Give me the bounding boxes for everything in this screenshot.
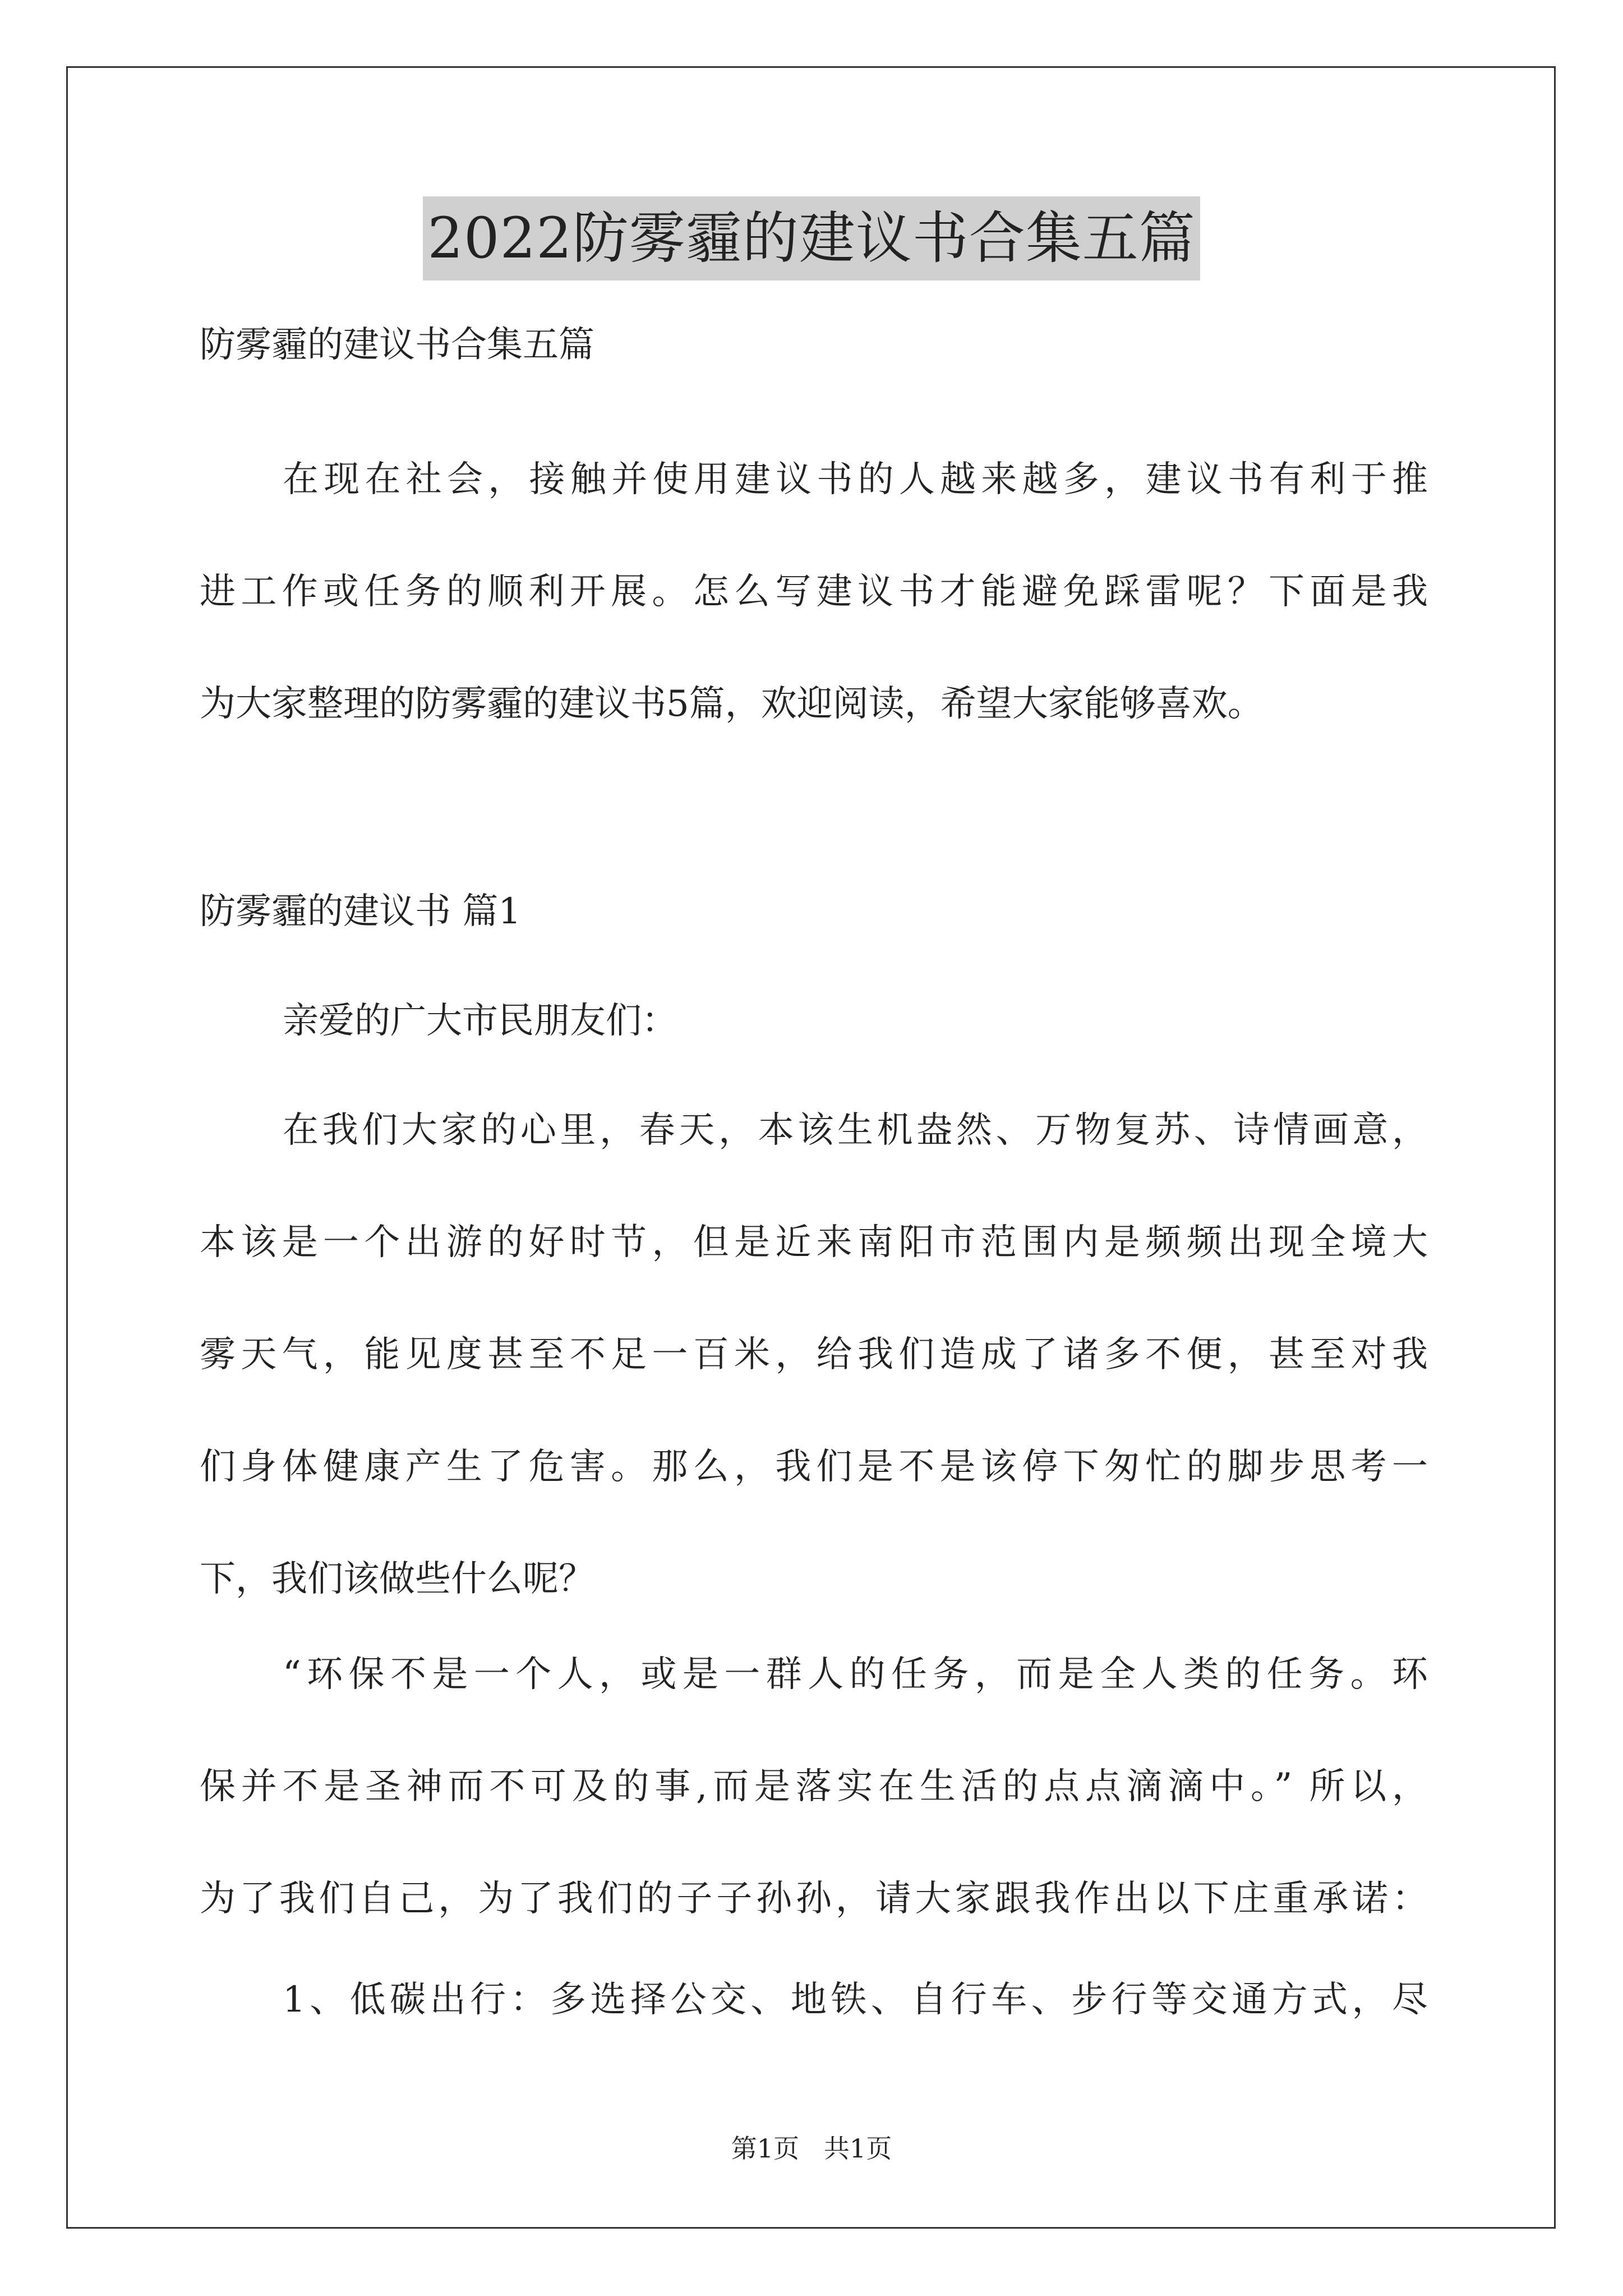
subtitle-block	[200, 317, 1428, 373]
title-container	[0, 196, 1623, 280]
subtitle-text: 防雾霾的建议书合集五篇	[200, 324, 594, 366]
subtitle	[200, 317, 1428, 373]
intro-paragraph	[200, 452, 1428, 732]
document-title: 2022防雾霾的建议书合集五篇	[423, 196, 1200, 280]
para1-line: 本该是一个出游的好时节，但是近来南阳市范围内是频频出现全境大	[200, 1222, 1428, 1263]
para2-line: “环保不是一个人，或是一群人的任务，而是全人类的任务。环	[283, 1654, 1428, 1695]
section-heading: 防雾霾的建议书 篇1	[200, 891, 522, 932]
page-footer	[0, 2132, 1623, 2165]
para1-line: 在我们大家的心里，春天，本该生机盎然、万物复苏、诗情画意，	[283, 1110, 1428, 1151]
salutation-block	[200, 993, 1428, 1049]
para2-line: 保并不是圣神而不可及的事,而是落实在生活的点点滴滴中。” 所以，	[200, 1766, 1428, 1807]
salutation: 亲爱的广大市民朋友们：	[283, 1000, 677, 1042]
item1-line: 1、低碳出行：多选择公交、地铁、自行车、步行等交通方式，尽	[283, 1979, 1428, 2021]
para2-line: 为了我们自己，为了我们的子子孙孙，请大家跟我作出以下庄重承诺：	[200, 1878, 1428, 1920]
list-item-1	[200, 1972, 1428, 2028]
para1-line: 雾天气，能见度甚至不足一百米，给我们造成了诸多不便，甚至对我	[200, 1334, 1428, 1375]
intro-line: 在现在社会，接触并使用建议书的人越来越多，建议书有利于推	[283, 459, 1428, 500]
intro-line: 为大家整理的防雾霾的建议书5篇，欢迎阅读，希望大家能够喜欢。	[200, 683, 1264, 725]
section1-heading-block	[200, 884, 1428, 940]
para1-line: 们身体健康产生了危害。那么，我们是不是该停下匆忙的脚步思考一	[200, 1446, 1428, 1488]
page-number: 第1页 共1页	[731, 2133, 892, 2164]
intro-line: 进工作或任务的顺利开展。怎么写建议书才能避免踩雷呢？下面是我	[200, 571, 1428, 613]
paragraph-2	[200, 1646, 1428, 1927]
para1-line: 下，我们该做些什么呢？	[200, 1558, 594, 1600]
paragraph-1	[200, 1102, 1428, 1607]
